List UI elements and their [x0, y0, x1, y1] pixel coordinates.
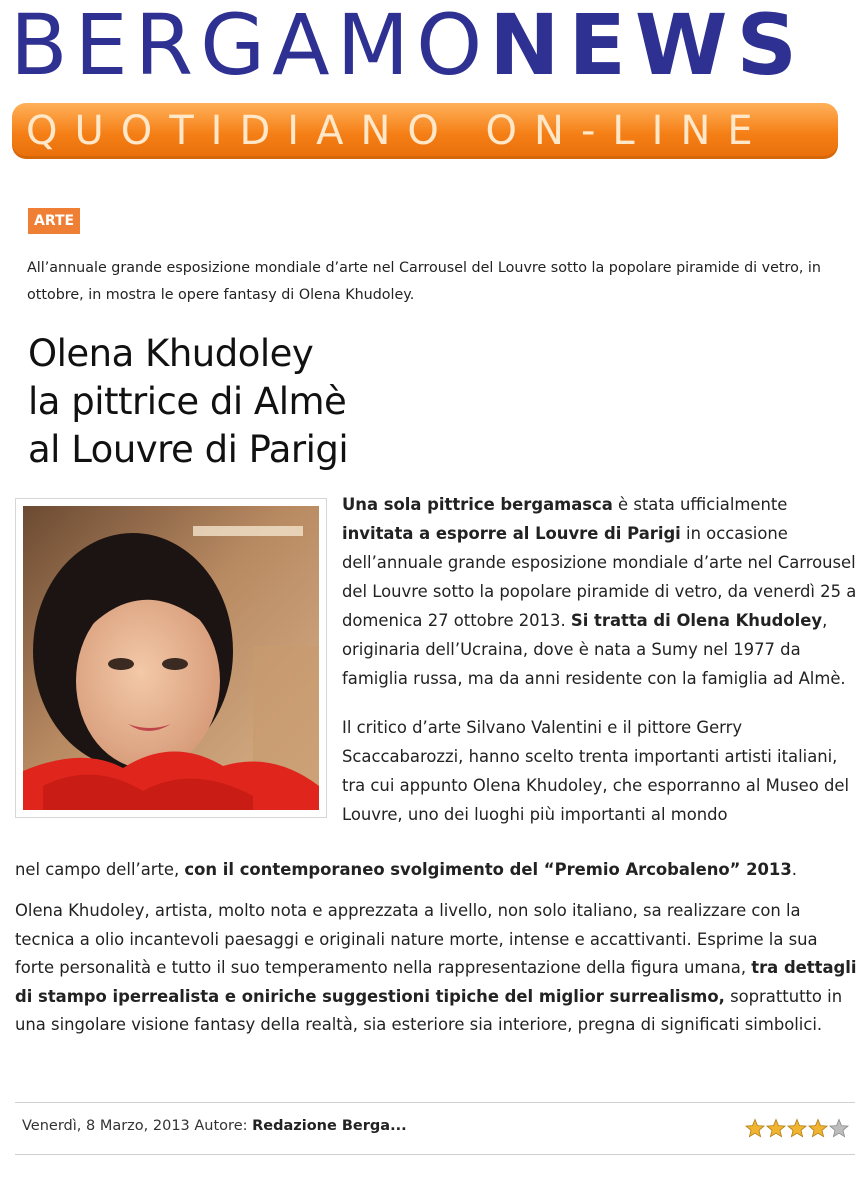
article-paragraph-3	[15, 897, 857, 1040]
category-badge[interactable]: ARTE	[28, 208, 80, 234]
star-filled-icon[interactable]	[746, 1120, 764, 1137]
text-run: .	[791, 860, 797, 879]
article-photo	[15, 498, 327, 818]
text-run: soprattutto in una singolare visione fantasy della realtà, sia esteriore sia interiore, pregna di significati simbolici.	[15, 986, 843, 1034]
star-filled-icon[interactable]	[788, 1120, 806, 1137]
star-empty-icon[interactable]	[830, 1120, 848, 1137]
title-line: Olena Khudoley	[28, 332, 314, 375]
bold-text: Una sola pittrice bergamasca	[342, 495, 613, 514]
publish-date: Venerdì, 8 Marzo, 2013	[22, 1118, 190, 1134]
text-run: è stata ufficialmente	[612, 495, 788, 514]
star-filled-icon[interactable]	[809, 1120, 827, 1137]
article-paragraph-1	[342, 490, 857, 829]
article-summary: All’annuale grande esposizione mondiale d’arte nel Carrousel del Louvre sotto la popolare piramide di vetro, in ottobre, in mostra le opere fantasy di Olena Khudoley.	[27, 260, 821, 303]
rating-stars[interactable]	[745, 1118, 850, 1140]
logo-word-bergamo: BERGAMO	[10, 0, 490, 94]
text-run: nel campo dell’arte,	[15, 860, 185, 879]
article-paragraph-2-continued	[15, 855, 855, 884]
divider	[15, 1154, 855, 1155]
text-run: , originaria dell’Ucraina, dove è nata a Sumy nel 1977 da famiglia russa, ma da anni residente con la famiglia ad Almè.	[342, 611, 846, 688]
portrait-image	[23, 506, 319, 810]
bold-text: con il contemporaneo svolgimento del “Premio Arcobaleno” 2013	[184, 860, 792, 879]
logo-word-news: NEWS	[489, 0, 807, 94]
text-run: Il critico d’arte Silvano Valentini e il pittore Gerry Scaccabarozzi, hanno scelto trenta importanti artisti italiani, tra cui appunto Olena Khudoley, che esporranno al Museo del Louvre, uno dei luoghi più importanti al mondo	[342, 718, 850, 824]
article-meta	[22, 1118, 407, 1134]
article-title	[28, 330, 448, 474]
divider	[15, 1102, 855, 1103]
article-paragraph-2	[342, 713, 857, 829]
title-line: la pittrice di Almè	[28, 380, 347, 423]
bold-text: Si tratta di Olena Khudoley	[570, 611, 823, 630]
site-logo[interactable]	[10, 0, 838, 94]
tagline-text: QUOTIDIANO ON-LINE	[26, 108, 770, 154]
text-run: in occasione dell’annuale grande esposizione mondiale d’arte nel Carrousel del Louvre sotto la popolare piramide di vetro, da venerdì 25 a domenica 27 ottobre 2013.	[342, 524, 857, 630]
bold-text: tra dettagli di stampo iperrealista e oniriche suggestioni tipiche del miglior surrealismo,	[15, 958, 857, 1006]
text-run: Olena Khudoley, artista, molto nota e apprezzata a livello, non solo italiano, sa realizzare con la tecnica a olio incantevoli paesaggi e originali nature morte, intense e accattivanti. Esprime la sua forte personalità e tutto il suo temperamento nella rappresentazione della figura umana,	[15, 901, 818, 977]
bold-text: invitata a esporre al Louvre di Parigi	[342, 524, 681, 543]
title-line: al Louvre di Parigi	[28, 428, 349, 471]
author-label: Autore:	[194, 1118, 248, 1134]
author-name[interactable]: Redazione Berga...	[252, 1118, 407, 1134]
star-filled-icon[interactable]	[767, 1120, 785, 1137]
tagline-banner	[12, 103, 838, 159]
